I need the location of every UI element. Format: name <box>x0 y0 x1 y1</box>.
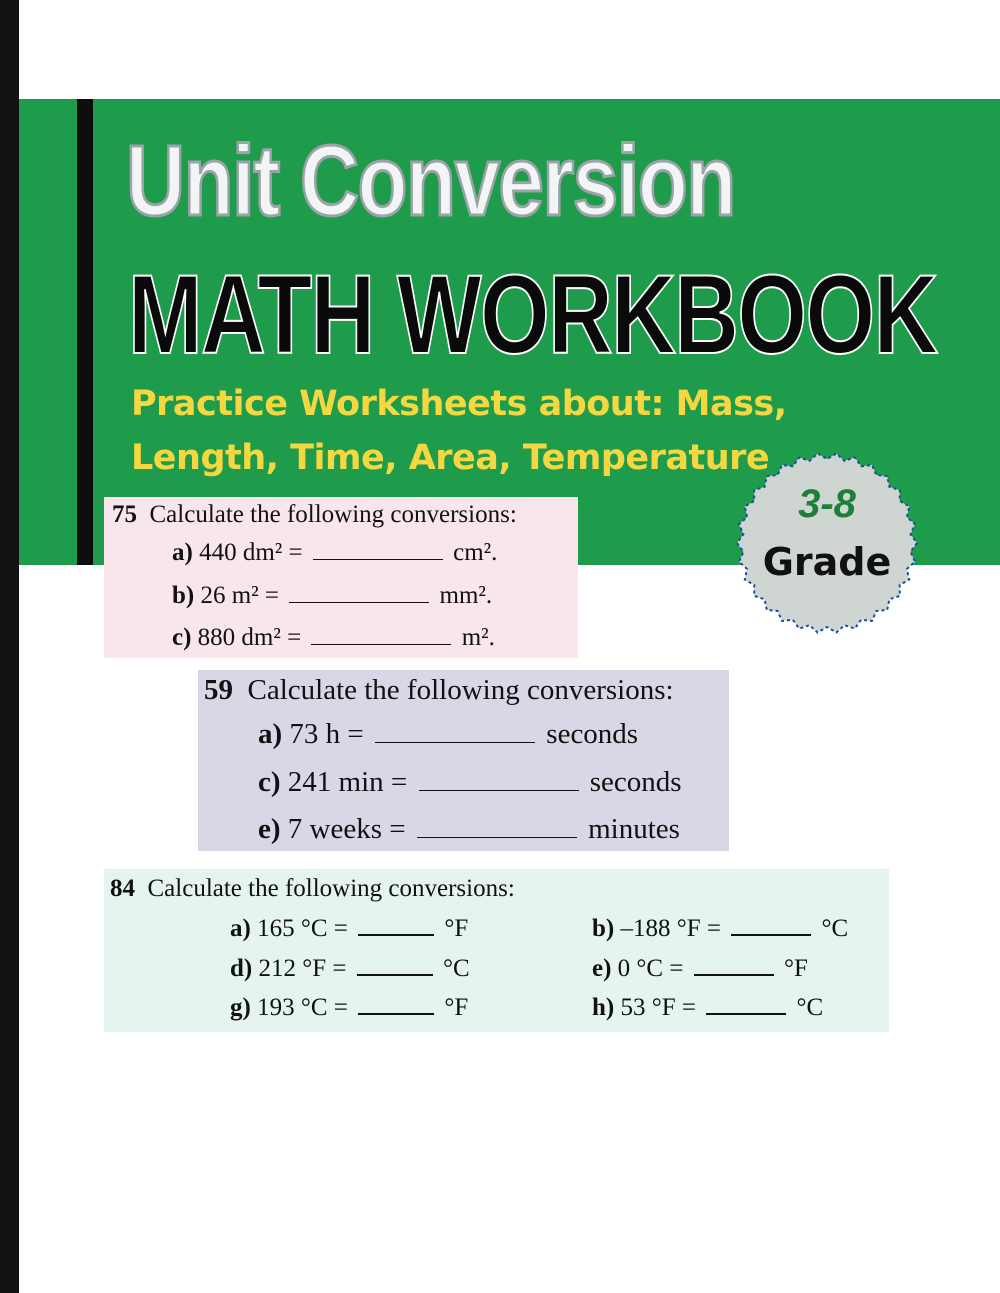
item-expression: –188 °F = <box>620 915 721 942</box>
title-line-2: MATH WORKBOOK <box>128 252 937 377</box>
item-unit: °C <box>821 915 849 942</box>
instruction: Calculate the following conversions: <box>147 875 515 902</box>
item-label: e) <box>592 955 612 982</box>
subtitle <box>131 377 831 485</box>
item-row <box>230 955 470 983</box>
banner-accent-bar <box>77 99 93 565</box>
item-expression: 26 m² = <box>200 582 280 609</box>
answer-blank[interactable] <box>419 789 579 791</box>
item-label: g) <box>230 994 251 1021</box>
item-unit: m². <box>461 624 495 651</box>
item-label: a) <box>230 915 251 942</box>
instruction: Calculate the following conversions: <box>247 674 674 706</box>
item-expression: 0 °C = <box>617 955 684 982</box>
instruction: Calculate the following conversions: <box>149 501 517 528</box>
item-row <box>592 994 823 1022</box>
answer-blank[interactable] <box>694 973 774 976</box>
item-label: b) <box>592 915 615 942</box>
item-row <box>258 718 638 751</box>
worksheet-header <box>112 501 517 529</box>
item-label: b) <box>172 582 195 609</box>
item-row <box>230 915 468 943</box>
item-row <box>258 766 682 799</box>
title-line-1: Unit Conversion <box>126 125 735 237</box>
item-unit: °C <box>443 955 470 982</box>
answer-blank[interactable] <box>375 741 535 743</box>
worksheet-84 <box>104 869 889 1032</box>
answer-blank[interactable] <box>313 558 443 560</box>
item-expression: 193 °C = <box>257 994 348 1021</box>
item-expression: 241 min = <box>287 766 408 798</box>
worksheet-75 <box>104 497 578 658</box>
item-unit: seconds <box>589 766 682 798</box>
item-expression: 73 h = <box>289 718 364 750</box>
problem-number: 84 <box>110 875 135 902</box>
item-unit: °C <box>796 994 824 1021</box>
answer-blank[interactable] <box>731 933 811 936</box>
item-row <box>592 915 848 943</box>
item-label: e) <box>258 813 281 845</box>
item-label: a) <box>172 539 193 566</box>
answer-blank[interactable] <box>357 973 433 976</box>
item-expression: 165 °C = <box>257 915 348 942</box>
book-spine <box>0 0 19 1293</box>
subtitle-line-2: Length, Time, Area, Temperature <box>131 438 770 478</box>
item-unit: seconds <box>546 718 639 750</box>
badge-grade-range: 3-8 <box>798 482 856 526</box>
item-unit: minutes <box>588 813 680 845</box>
item-expression: 440 dm² = <box>199 539 303 566</box>
item-label: h) <box>592 994 615 1021</box>
worksheet-header <box>204 674 674 707</box>
item-label: c) <box>172 624 192 651</box>
item-label: d) <box>230 955 253 982</box>
item-unit: °F <box>444 994 469 1021</box>
item-label: a) <box>258 718 283 750</box>
item-unit: cm². <box>453 539 498 566</box>
answer-blank[interactable] <box>358 1012 434 1015</box>
worksheet-header <box>110 875 515 903</box>
answer-blank[interactable] <box>311 643 451 645</box>
item-expression: 212 °F = <box>258 955 347 982</box>
item-unit: mm². <box>439 582 493 609</box>
badge-grade-label: Grade <box>762 540 892 584</box>
answer-blank[interactable] <box>358 933 434 936</box>
item-row <box>258 813 680 846</box>
subtitle-line-1: Practice Worksheets about: Mass, <box>131 384 787 424</box>
item-row <box>172 582 492 610</box>
problem-number: 75 <box>112 501 137 528</box>
item-row <box>172 539 497 567</box>
item-unit: °F <box>444 915 469 942</box>
item-label: c) <box>258 766 281 798</box>
answer-blank[interactable] <box>417 836 577 838</box>
item-expression: 7 weeks = <box>287 813 406 845</box>
answer-blank[interactable] <box>706 1012 786 1015</box>
answer-blank[interactable] <box>289 601 429 603</box>
item-expression: 880 dm² = <box>197 624 302 651</box>
item-expression: 53 °F = <box>620 994 696 1021</box>
item-row <box>172 624 495 652</box>
item-row <box>230 994 468 1022</box>
item-unit: °F <box>783 955 808 982</box>
problem-number: 59 <box>204 674 233 706</box>
worksheet-59 <box>198 670 729 851</box>
item-row <box>592 955 808 983</box>
